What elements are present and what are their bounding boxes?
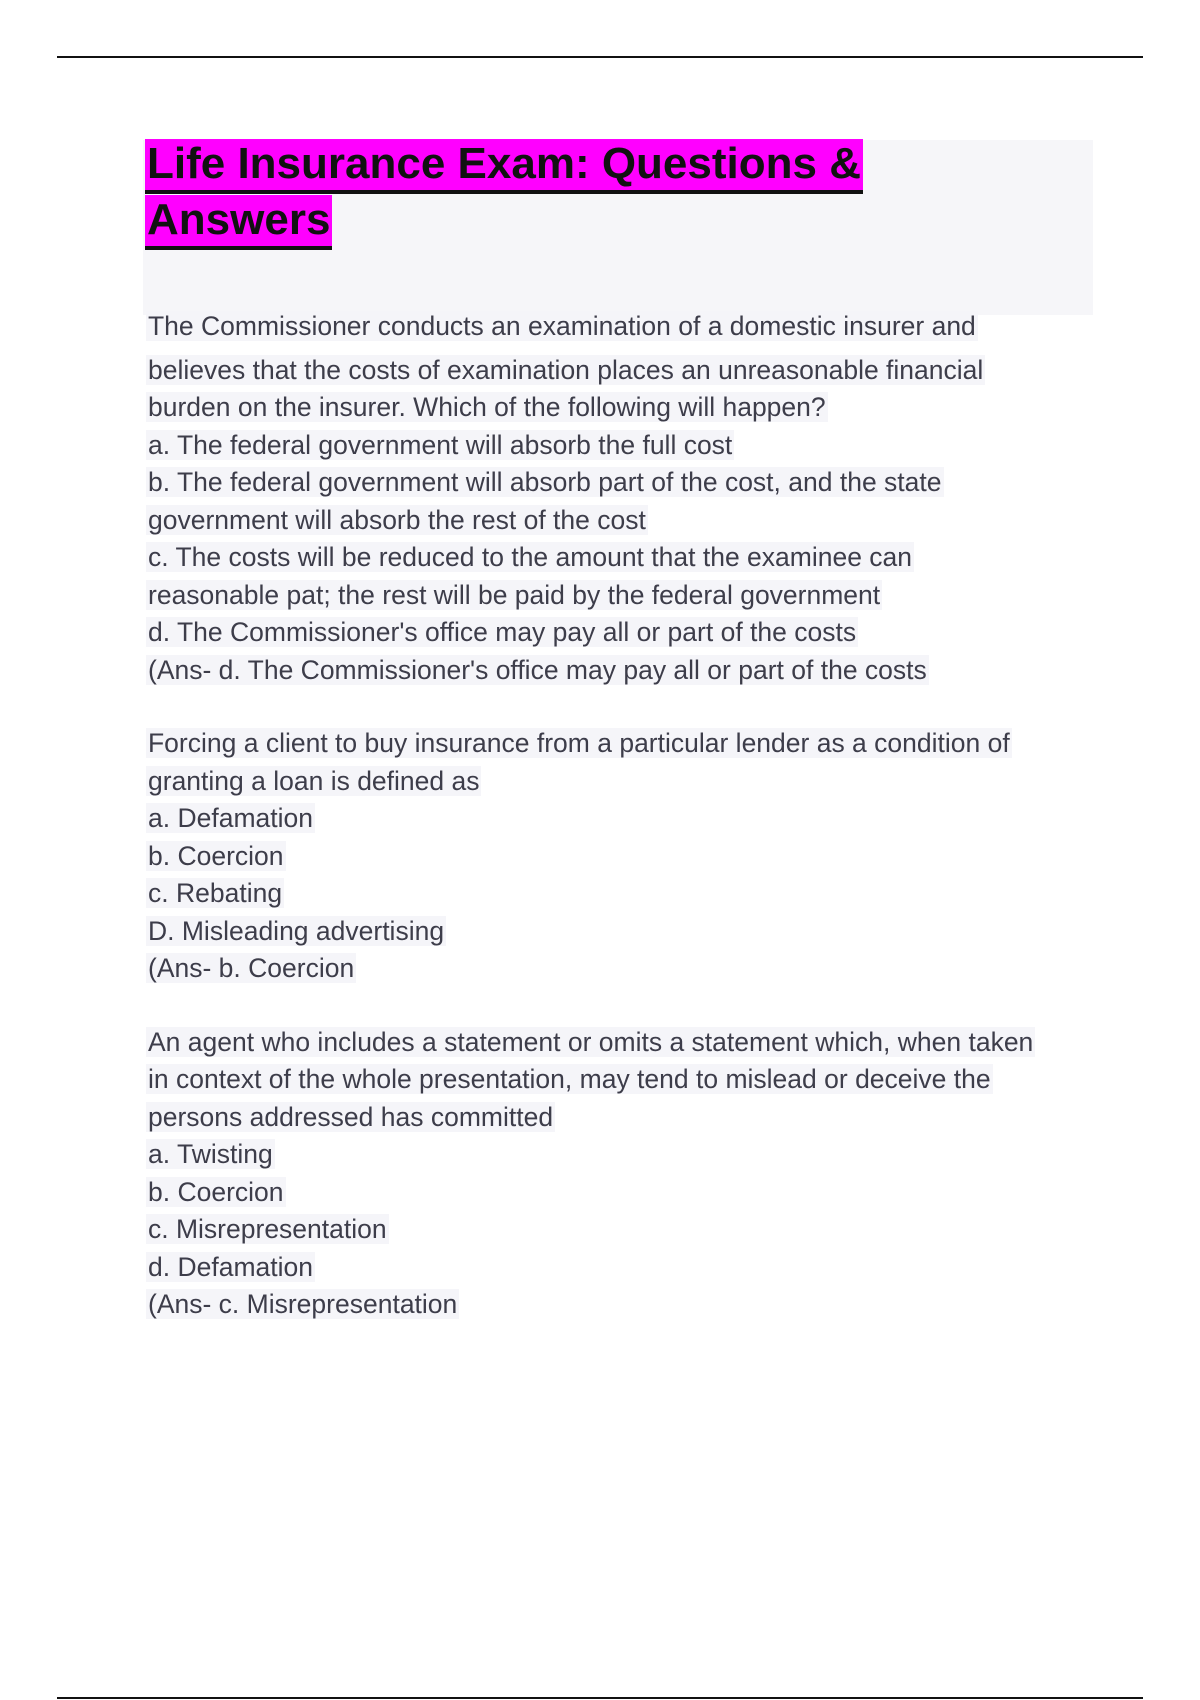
question-3-option-b: b. Coercion: [148, 1176, 284, 1207]
question-3-line: in context of the whole presentation, may tend to mislead or deceive the: [148, 1064, 991, 1094]
question-3-line: An agent who includes a statement or omits a statement which, when taken: [148, 1026, 1034, 1057]
title-line-2: Answers: [145, 195, 332, 250]
question-block-1: [146, 308, 1106, 689]
question-1-option-b: b. The federal government will absorb part of the cost, and the state: [148, 467, 942, 497]
question-2-option-d: D. Misleading advertising: [148, 915, 445, 946]
question-1-answer: (Ans- d. The Commissioner's office may pay all or part of the costs: [148, 654, 927, 685]
question-1-line: believes that the costs of examination places an unreasonable financial: [148, 354, 984, 385]
question-3-option-c: c. Misrepresentation: [148, 1214, 387, 1244]
question-1-option-d: d. The Commissioner's office may pay all or part of the costs: [148, 617, 857, 647]
question-2-option-c: c. Rebating: [148, 878, 283, 908]
question-1-option-c: c. The costs will be reduced to the amount that the examinee can: [148, 542, 913, 572]
question-1-option-c-cont: reasonable pat; the rest will be paid by the federal government: [148, 579, 881, 610]
question-2-option-b: b. Coercion: [148, 840, 284, 871]
question-2-line: Forcing a client to buy insurance from a particular lender as a condition of: [148, 728, 1010, 758]
questions-list: [146, 308, 1106, 1360]
question-block-3: [146, 1024, 1106, 1324]
question-3-option-a: a. Twisting: [148, 1139, 273, 1169]
question-3-option-d: d. Defamation: [148, 1251, 313, 1282]
question-3-answer: (Ans- c. Misrepresentation: [148, 1289, 458, 1319]
document-title: [145, 136, 1045, 248]
bottom-rule: [57, 1697, 1143, 1699]
question-block-2: [146, 725, 1106, 988]
question-2-option-a: a. Defamation: [148, 803, 313, 833]
title-line-1: Life Insurance Exam: Questions &: [145, 139, 863, 194]
question-2-answer: (Ans- b. Coercion: [148, 953, 355, 983]
top-rule: [57, 56, 1143, 58]
question-1-line: The Commissioner conducts an examination of a domestic insurer and: [148, 311, 976, 341]
question-1-option-a: a. The federal government will absorb the full cost: [148, 429, 733, 460]
question-2-line: granting a loan is defined as: [148, 765, 480, 796]
question-1-option-b-cont: government will absorb the rest of the cost: [148, 504, 646, 535]
question-3-line: persons addressed has committed: [148, 1101, 554, 1132]
question-1-line: burden on the insurer. Which of the following will happen?: [148, 392, 826, 422]
